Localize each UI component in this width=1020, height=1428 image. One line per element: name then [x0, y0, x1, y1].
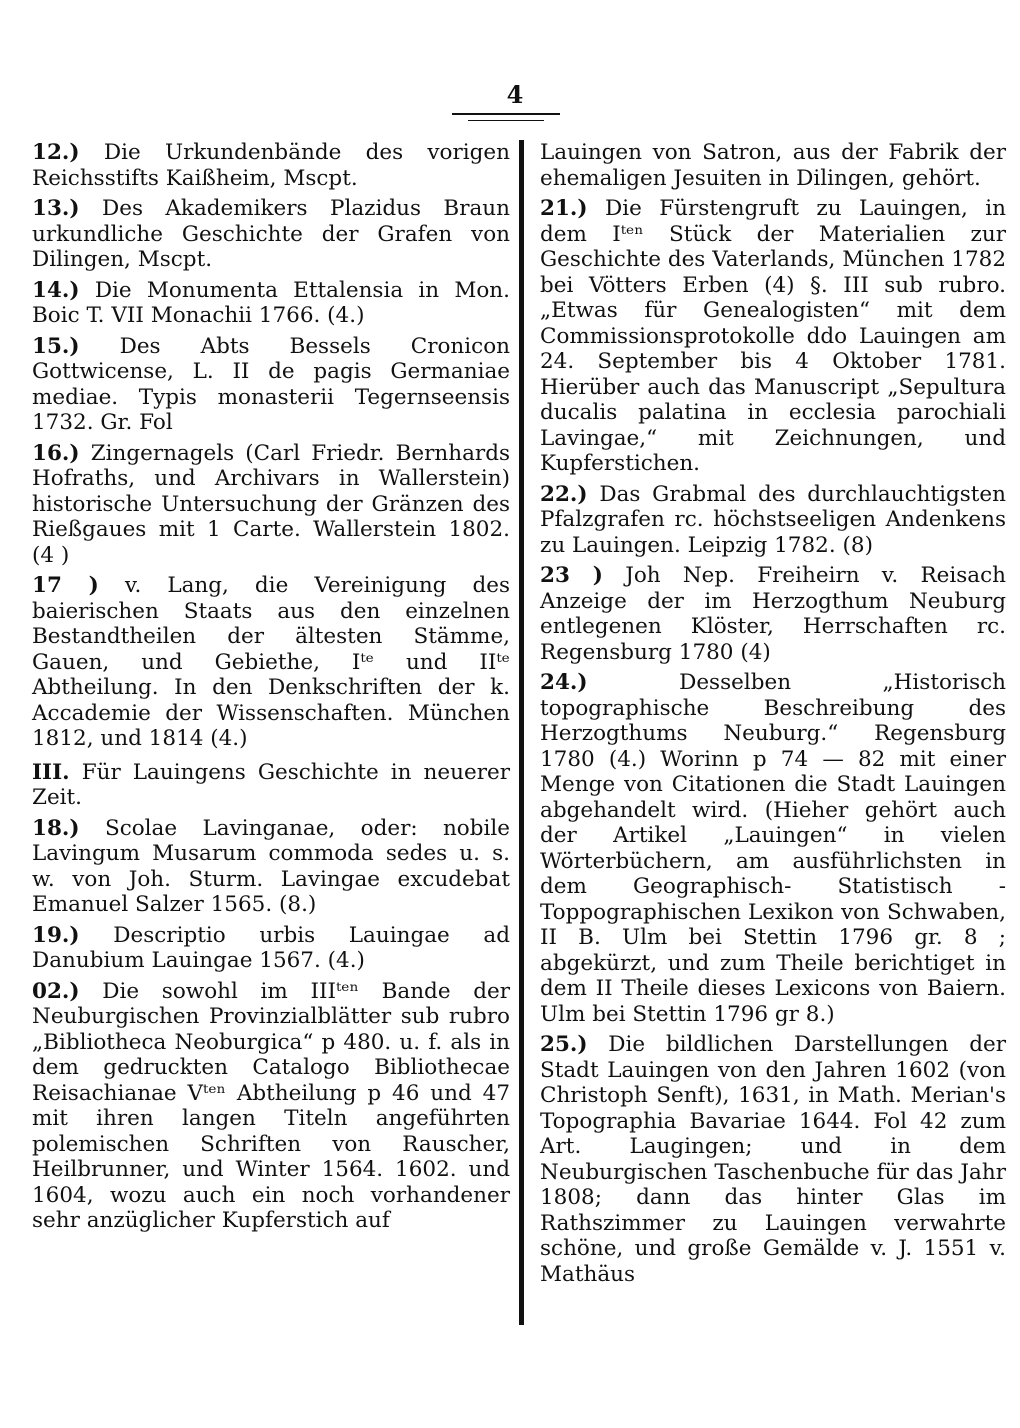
entry-text: Das Grabmal des durchlauchtigsten Pfalzgrafen rc. höchstseeligen Andenkens zu Lauingen. Leipzig 1782. (8) [540, 481, 1006, 558]
entry-number: 22.) [540, 481, 588, 507]
entry-number: 17 ) [32, 573, 99, 598]
bibliography-entry [32, 441, 510, 569]
section-heading [32, 760, 510, 811]
bibliography-entry [540, 670, 1006, 1027]
entry-number: 02.) [32, 978, 80, 1004]
entry-number: 15.) [32, 333, 80, 359]
entry-number: 23 ) [540, 563, 603, 588]
bibliography-entry [32, 278, 510, 329]
bibliography-entry [32, 334, 510, 436]
header-rule [452, 113, 560, 115]
right-column [540, 140, 1006, 1292]
entry-text: Desselben „Historisch topographische Beschreibung des Herzogthums Neuburg.“ Regensburg 1780 (4.) Worinn p 74 — 82 mit einer Menge von Citationen die Stadt Lauingen abgehandelt wird. (Hieher gehört auch der Artikel „Lauingen“ in vielen Wörterbüchern, am ausführlichsten in dem Geographisch- Statistisch - Toppographischen Lexikon von Schwaben, II B. Ulm bei Stettin 1796 gr. 8 ; abgekürzt, und zum Theile berichtiget in dem II Theile dieses Lexicons von Baiern. Ulm bei Stettin 1796 gr 8.) [540, 670, 1006, 1027]
bibliography-entry [32, 196, 510, 273]
entry-text: Lauingen von Satron, aus der Fabrik der ehemaligen Jesuiten in Dilingen, gehört. [540, 140, 1006, 191]
entry-number: 19.) [32, 922, 80, 948]
entry-text: Des Abts Bessels Cronicon Gottwicense, L. II de pagis Germaniae mediae. Typis monasterii Tegernseensis 1732. Gr. Fol [32, 333, 510, 435]
bibliography-entry [32, 979, 510, 1234]
entry-text: Die Monumenta Ettalensia in Mon. Boic T. VII Monachii 1766. (4.) [32, 277, 510, 328]
left-column [32, 140, 510, 1239]
entry-text: Die bildlichen Darstellungen der Stadt Lauingen von den Jahren 1602 (von Christoph Senft), 1631, in Math. Merian's Topographia Bavariae 1644. Fol 42 zum Art. Laugingen; und in dem Neuburgischen Taschenbuche für das Jahr 1808; dann das hinter Glas im Rathszimmer zu Lauingen verwahrte schöne, und große Gemälde v. J. 1551 v. Mathäus [540, 1032, 1006, 1287]
bibliography-entry [32, 573, 510, 752]
entry-text: Für Lauingens Geschichte in neuerer Zeit. [32, 759, 510, 810]
entry-number: 14.) [32, 277, 80, 303]
bibliography-entry [540, 196, 1006, 477]
entry-text: Die Urkundenbände des vorigen Reichsstifts Kaißheim, Mscpt. [32, 140, 510, 191]
entry-text: Scolae Lavinganae, oder: nobile Lavingum Musarum commoda sedes u. s. w. von Joh. Sturm. Lavingae excudebat Emanuel Salzer 1565. (8.) [32, 815, 510, 917]
bibliography-entry [540, 140, 1006, 191]
bibliography-entry [540, 482, 1006, 559]
entry-text: v. Lang, die Vereinigung des baierischen Staats aus den einzelnen Bestandtheilen der ältesten Stämme, Gauen, und Gebiethe, Iᵗᵉ und IIᵗᵉ Abtheilung. In den Denkschriften der k. Accademie der Wissenschaften. München 1812, und 1814 (4.) [32, 573, 510, 751]
bibliography-entry [32, 140, 510, 191]
page-number: 4 [506, 80, 524, 109]
entry-text: Die sowohl im IIIᵗᵉⁿ Bande der Neuburgischen Provinzialblätter sub rubro „Bibliotheca Neoburgica“ p 480. u. f. als in dem gedruckten Catalogo Bibliothecae Reisachianae Vᵗᵉⁿ Abtheilung p 46 und 47 mit ihren langen Titeln angeführten polemischen Schriften von Rauscher, Heilbrunner, und Winter 1564. 1602. und 1604, wozu auch ein noch vorhandener sehr anzüglicher Kupferstich auf [32, 978, 510, 1233]
entry-number: 25.) [540, 1032, 588, 1057]
bibliography-entry [540, 563, 1006, 665]
column-divider [519, 140, 524, 1325]
entry-number: 13.) [32, 196, 80, 221]
entry-number: 16.) [32, 440, 80, 466]
entry-text: Die Fürstengruft zu Lauingen, in dem Iᵗᵉⁿ Stück der Materialien zur Geschichte des Vaterlands, München 1782 bei Vötters Erben (4) §. III sub rubro. „Etwas für Genealogisten“ mit dem Commissionsprotokolle ddo Lauingen am 24. September bis 4 Oktober 1781. Hierüber auch das Manuscript „Sepultura ducalis palatina in ecclesia parochiali Lavingae,“ mit Zeichnungen, und Kupferstichen. [540, 196, 1006, 476]
entry-text: Joh Nep. Freiheirn v. Reisach Anzeige der im Herzogthum Neuburg entlegenen Klöster, Herrschaften rc. Regensburg 1780 (4) [540, 563, 1006, 665]
entry-number: 12.) [32, 140, 80, 165]
entry-number: 18.) [32, 815, 80, 841]
bibliography-entry [540, 1032, 1006, 1287]
entry-number: 24.) [540, 670, 588, 695]
entry-text: Des Akademikers Plazidus Braun urkundliche Geschichte der Grafen von Dilingen, Mscpt. [32, 196, 511, 272]
entry-text: Zingernagels (Carl Friedr. Bernhards Hofraths, und Archivars in Wallerstein) historische Untersuchung der Gränzen des Rießgaues mit 1 Carte. Wallerstein 1802. (4 ) [32, 440, 510, 568]
bibliography-entry [32, 923, 510, 974]
entry-number: 21.) [540, 196, 588, 221]
bibliography-entry [32, 816, 510, 918]
header-rule-lower [468, 120, 544, 121]
entry-number: III. [32, 759, 70, 785]
entry-text: Descriptio urbis Lauingae ad Danubium Lauingae 1567. (4.) [32, 922, 510, 973]
